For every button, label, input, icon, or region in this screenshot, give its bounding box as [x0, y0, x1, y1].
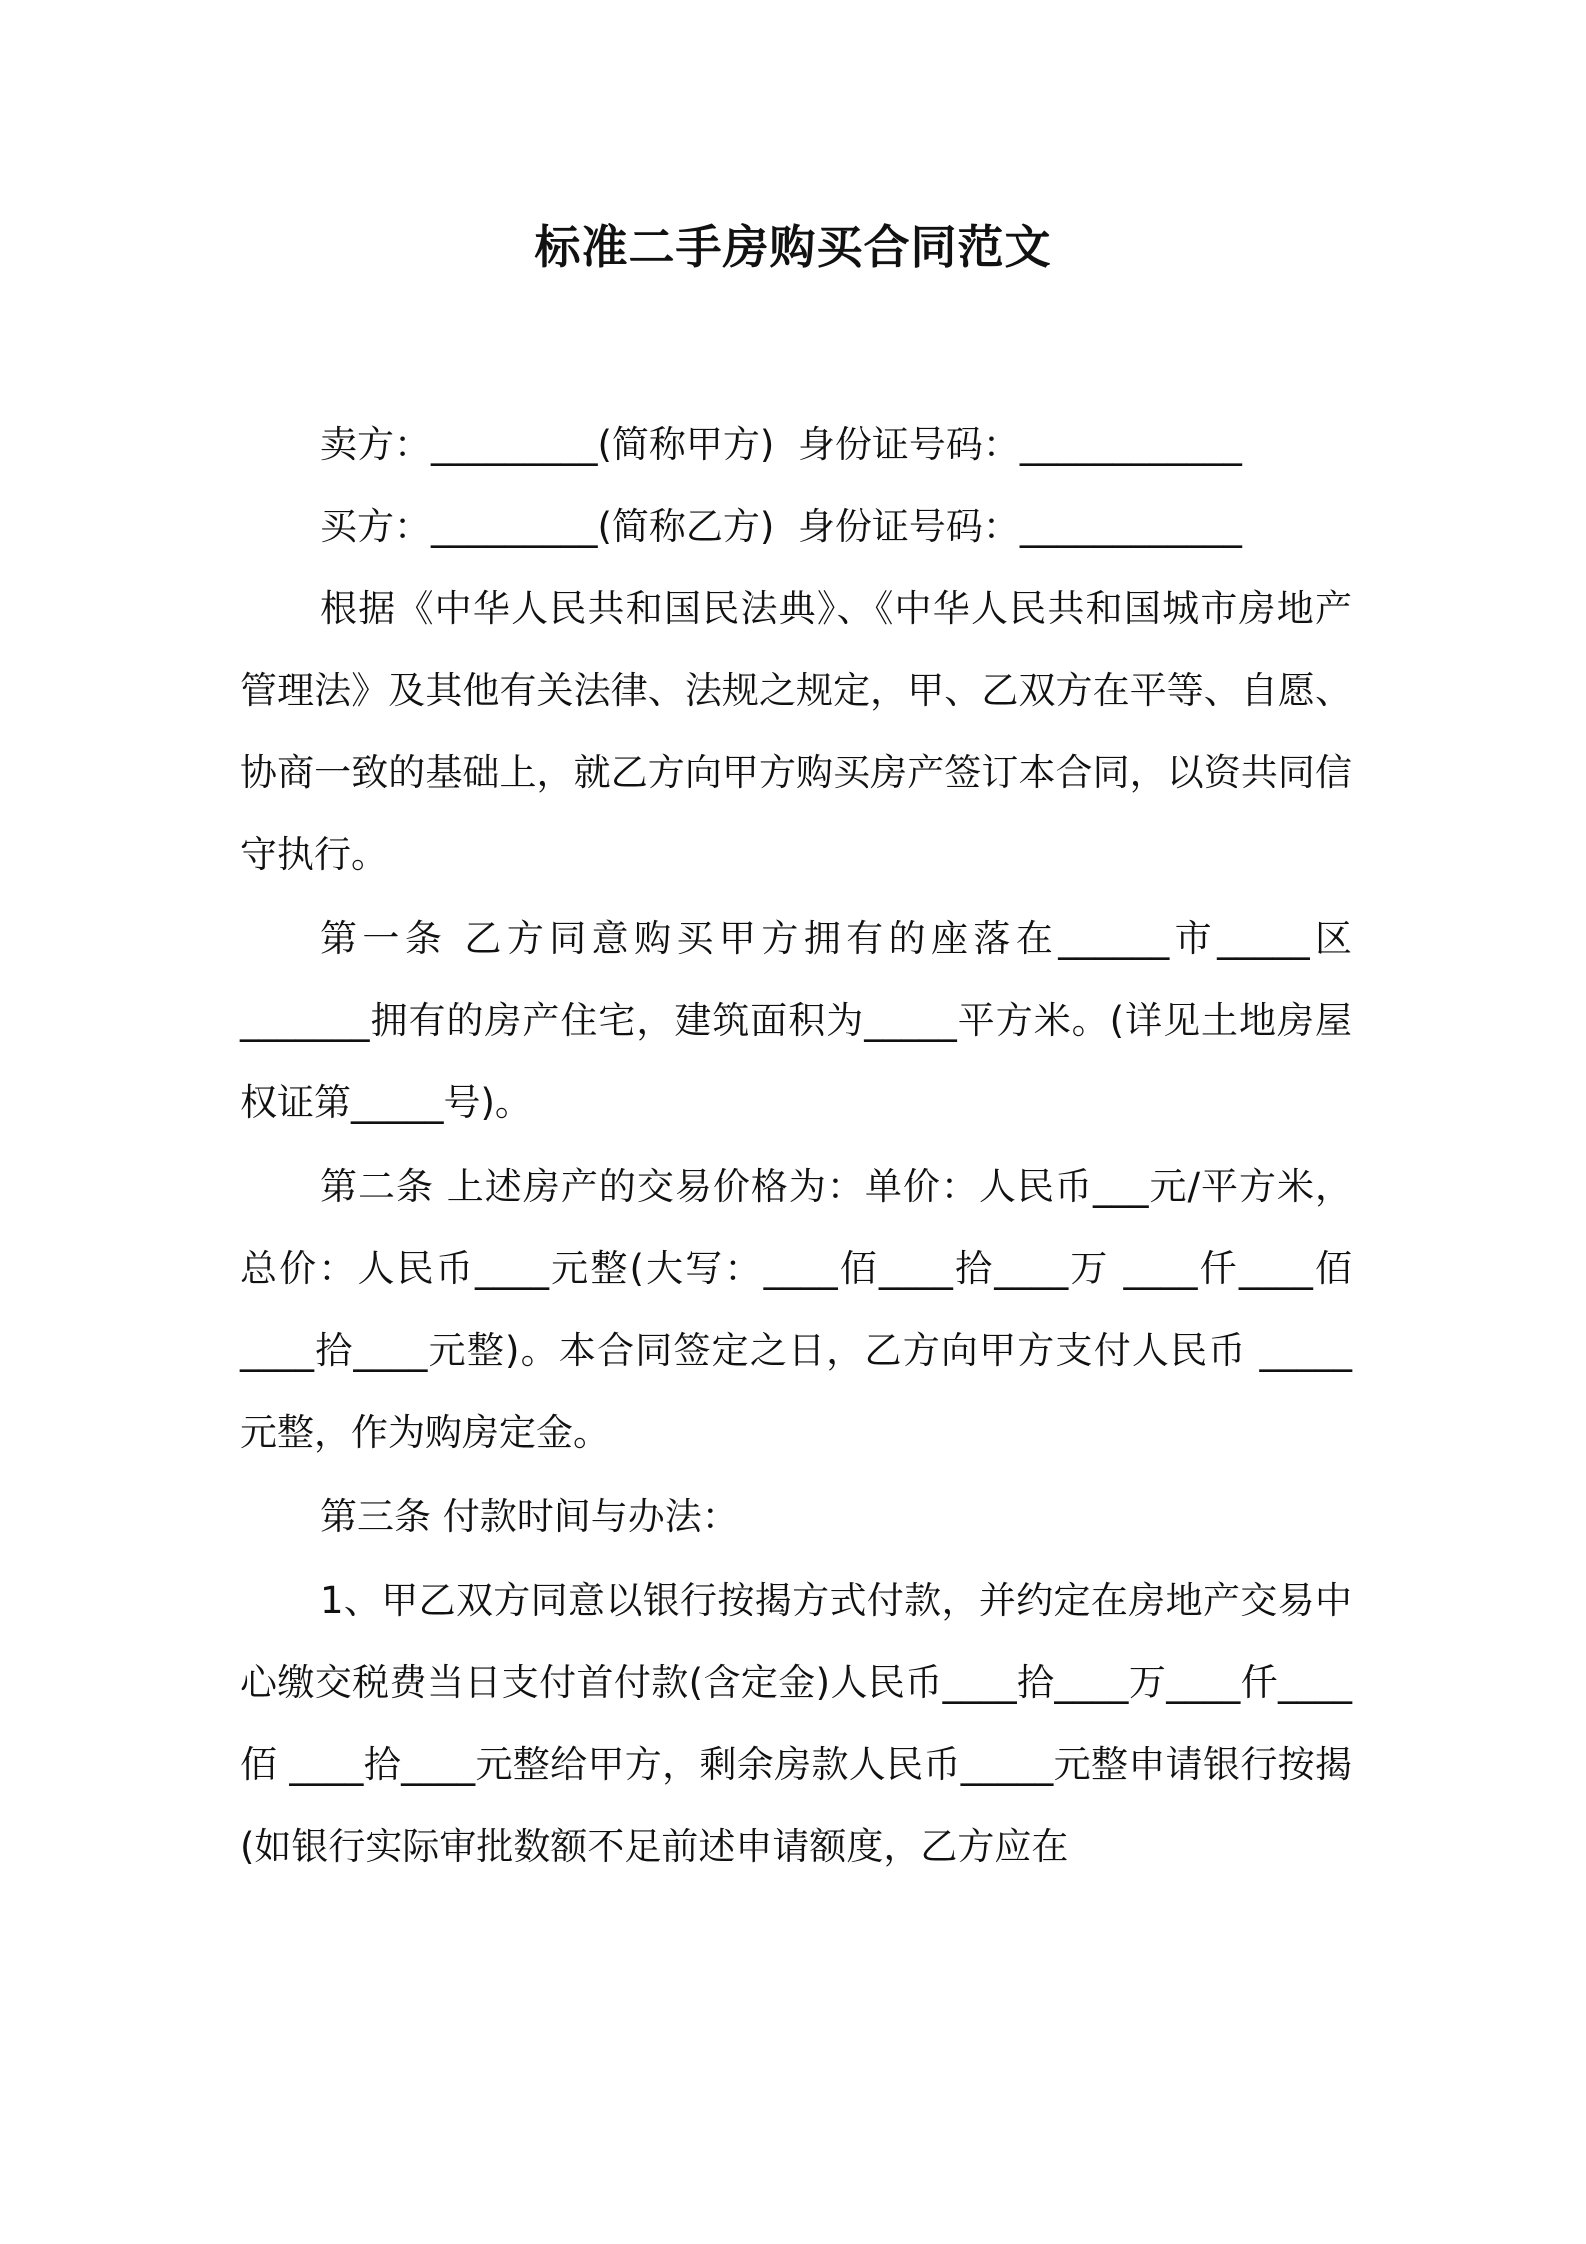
buyer-line: 买方：_________(简称乙方) 身份证号码：____________	[320, 505, 1242, 548]
article-3-heading: 第三条 付款时间与办法：	[320, 1495, 739, 1538]
document-title: 标准二手房购买合同范文	[534, 220, 1052, 274]
seller-line: 卖方：_________(简称甲方) 身份证号码：____________	[320, 423, 1242, 466]
article-2-paragraph: 第二条 上述房产的交易价格为：单价：人民币___元/平方米，总价：人民币____元整(大写：____佰____拾____万 ____仟____佰____拾____元整)。本合同签定之日，乙方向甲方支付人民币 _____元整，作为购房定金。	[240, 1165, 1352, 1454]
article-3-item-1: 1、甲乙双方同意以银行按揭方式付款，并约定在房地产交易中心缴交税费当日支付首付款(含定金)人民币____拾____万____仟____佰 ____拾____元整给甲方，剩余房款人民币_____元整申请银行按揭(如银行实际审批数额不足前述申请额度，乙方应在	[240, 1579, 1352, 1868]
article-1-paragraph: 第一条 乙方同意购买甲方拥有的座落在______市_____区_______拥有的房产住宅，建筑面积为_____平方米。(详见土地房屋权证第_____号)。	[240, 917, 1352, 1124]
preamble-paragraph: 根据《中华人民共和国民法典》、《中华人民共和国城市房地产管理法》及其他有关法律、法规之规定，甲、乙双方在平等、自愿、协商一致的基础上，就乙方向甲方购买房产签订本合同，以资共同信守执行。	[240, 587, 1352, 876]
document-body	[240, 404, 1352, 1888]
